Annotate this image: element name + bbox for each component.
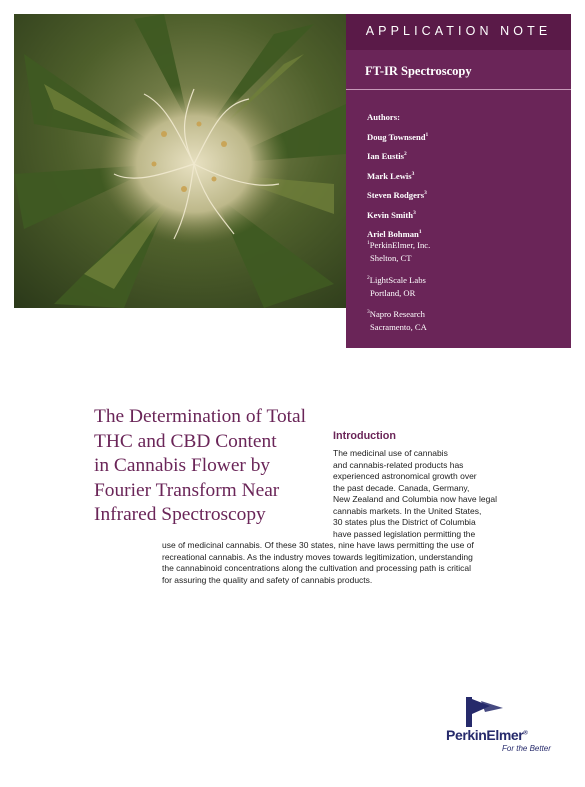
author-item: Doug Townsend$^1$ <box>367 131 429 142</box>
logo-tagline: For the Better <box>502 744 551 753</box>
title-line: Fourier Transform Near <box>94 479 280 501</box>
title-line: in Cannabis Flower by <box>94 455 271 476</box>
intro-line: for assuring the quality and safety of cannabis products. <box>162 574 373 585</box>
intro-line: New Zealand and Columbia now have legal <box>333 494 497 504</box>
intro-line: experienced astronomical growth over <box>333 471 477 481</box>
intro-line: 30 states plus the District of Columbia <box>333 517 476 527</box>
application-note-label: APPLICATION NOTE <box>365 24 552 38</box>
title-line: THC and CBD Content <box>94 430 277 452</box>
authors-list <box>367 109 428 244</box>
author-item: Ariel Bohman$^1$ <box>367 229 422 239</box>
title-line: Infrared Spectroscopy <box>94 504 266 525</box>
intro-line: and cannabis-related products has <box>333 459 464 470</box>
authors-heading: Authors: <box>367 112 400 122</box>
introduction-heading: Introduction <box>333 430 396 442</box>
panel-divider <box>346 89 571 90</box>
perkinelmer-wordmark: PerkinElmer® <box>446 727 528 743</box>
author-item: Mark Lewis$^3$ <box>367 170 415 181</box>
affiliation-2: $^2$LightScale Labs Portland, OR <box>367 275 426 298</box>
intro-line: cannabis markets. In the United States, <box>333 505 482 516</box>
affiliation-3: $^3$Napro Research Sacramento, CA <box>367 309 427 332</box>
intro-line: The medicinal use of cannabis <box>333 448 448 458</box>
intro-line: the past decade. Canada, Germany, <box>333 482 470 493</box>
technique-label: FT-IR Spectroscopy <box>365 64 472 78</box>
intro-line: recreational cannabis. As the industry moves towards legitimization, understanding <box>162 551 473 562</box>
author-item: Kevin Smith$^3$ <box>367 209 416 220</box>
intro-line: the cannabinoid concentrations along the cultivation and processing path is critical <box>162 563 472 573</box>
intro-line: have passed legislation permitting the <box>333 528 476 539</box>
author-item: Ian Eustis$^2$ <box>367 151 407 161</box>
cannabis-photo <box>14 14 346 308</box>
intro-line: use of medicinal cannabis. Of these 30 states, nine have laws permitting the use of <box>162 540 474 550</box>
affiliation-1: $^1$PerkinElmer, Inc. Shelton, CT <box>367 240 431 263</box>
document-title <box>94 405 329 528</box>
author-item: Steven Rodgers$^3$ <box>367 190 427 200</box>
title-line: The Determination of Total <box>94 406 307 427</box>
